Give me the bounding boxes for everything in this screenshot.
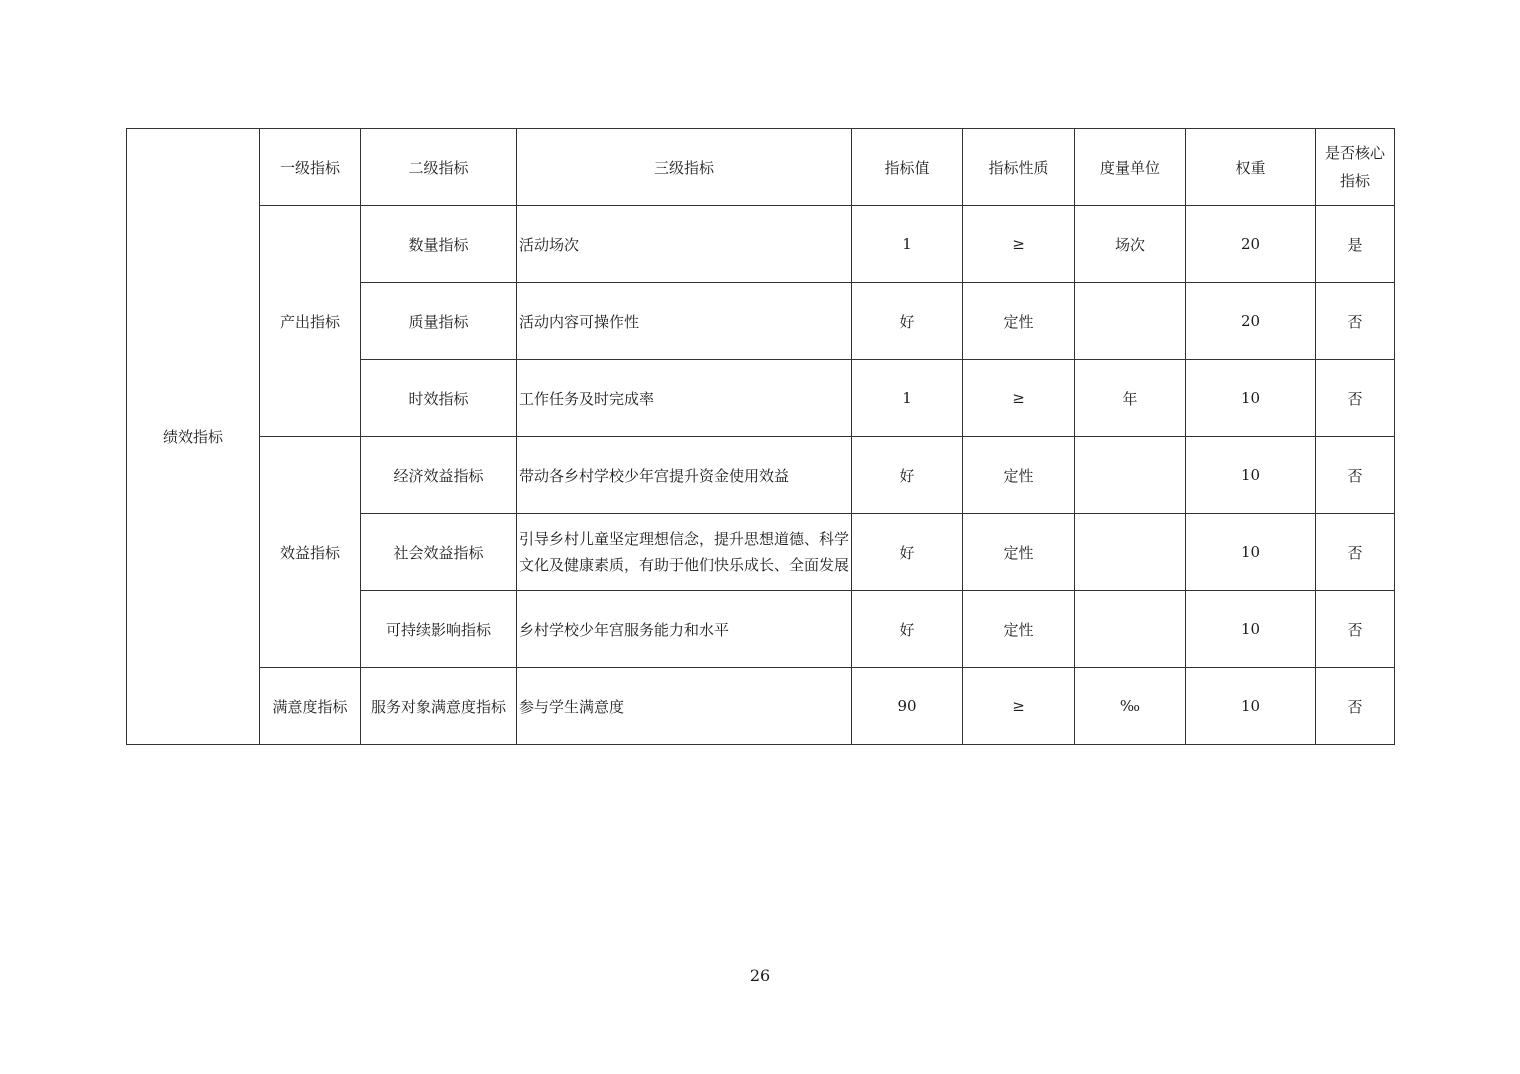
table-row	[127, 206, 1395, 283]
level3-cell: 工作任务及时完成率	[517, 360, 852, 437]
header-level2: 二级指标	[361, 129, 517, 206]
weight-cell: 10	[1186, 360, 1316, 437]
nature-cell: 定性	[963, 514, 1075, 591]
unit-cell: 年	[1075, 360, 1186, 437]
level1-output: 产出指标	[260, 206, 361, 437]
weight-cell: 10	[1186, 668, 1316, 745]
weight-cell: 10	[1186, 514, 1316, 591]
weight-cell: 20	[1186, 206, 1316, 283]
page-number: 26	[749, 966, 771, 985]
unit-cell	[1075, 591, 1186, 668]
unit-cell	[1075, 283, 1186, 360]
level3-cell: 参与学生满意度	[517, 668, 852, 745]
unit-cell	[1075, 437, 1186, 514]
level3-cell: 活动场次	[517, 206, 852, 283]
level2-cell: 质量指标	[361, 283, 517, 360]
header-weight: 权重	[1186, 129, 1316, 206]
performance-indicator-table	[126, 128, 1395, 745]
nature-cell: 定性	[963, 437, 1075, 514]
header-unit: 度量单位	[1075, 129, 1186, 206]
header-level1: 一级指标	[260, 129, 361, 206]
core-cell: 否	[1316, 668, 1395, 745]
level1-benefit: 效益指标	[260, 437, 361, 668]
header-nature: 指标性质	[963, 129, 1075, 206]
level2-cell: 经济效益指标	[361, 437, 517, 514]
value-cell: 好	[852, 514, 963, 591]
level2-cell: 社会效益指标	[361, 514, 517, 591]
nature-cell: ≥	[963, 360, 1075, 437]
header-level3: 三级指标	[517, 129, 852, 206]
category-cell: 绩效指标	[127, 129, 260, 745]
level3-cell: 带动各乡村学校少年宫提升资金使用效益	[517, 437, 852, 514]
level1-satisfaction: 满意度指标	[260, 668, 361, 745]
table-row	[127, 437, 1395, 514]
unit-cell: 场次	[1075, 206, 1186, 283]
header-value: 指标值	[852, 129, 963, 206]
core-cell: 否	[1316, 591, 1395, 668]
core-cell: 是	[1316, 206, 1395, 283]
value-cell: 1	[852, 206, 963, 283]
nature-cell: ≥	[963, 668, 1075, 745]
core-cell: 否	[1316, 360, 1395, 437]
table-header-row	[127, 129, 1395, 206]
level3-cell: 活动内容可操作性	[517, 283, 852, 360]
value-cell: 1	[852, 360, 963, 437]
level2-cell: 服务对象满意度指标	[361, 668, 517, 745]
table-row	[127, 668, 1395, 745]
nature-cell: 定性	[963, 591, 1075, 668]
core-cell: 否	[1316, 514, 1395, 591]
value-cell: 好	[852, 283, 963, 360]
weight-cell: 10	[1186, 437, 1316, 514]
weight-cell: 10	[1186, 591, 1316, 668]
weight-cell: 20	[1186, 283, 1316, 360]
core-cell: 否	[1316, 283, 1395, 360]
value-cell: 90	[852, 668, 963, 745]
level2-cell: 可持续影响指标	[361, 591, 517, 668]
nature-cell: ≥	[963, 206, 1075, 283]
value-cell: 好	[852, 591, 963, 668]
level3-cell: 乡村学校少年宫服务能力和水平	[517, 591, 852, 668]
level2-cell: 数量指标	[361, 206, 517, 283]
unit-cell	[1075, 514, 1186, 591]
header-core: 是否核心指标	[1316, 129, 1395, 206]
nature-cell: 定性	[963, 283, 1075, 360]
unit-cell: ‰	[1075, 668, 1186, 745]
core-cell: 否	[1316, 437, 1395, 514]
level2-cell: 时效指标	[361, 360, 517, 437]
level3-cell: 引导乡村儿童坚定理想信念，提升思想道德、科学文化及健康素质，有助于他们快乐成长、全面发展	[517, 514, 852, 591]
value-cell: 好	[852, 437, 963, 514]
